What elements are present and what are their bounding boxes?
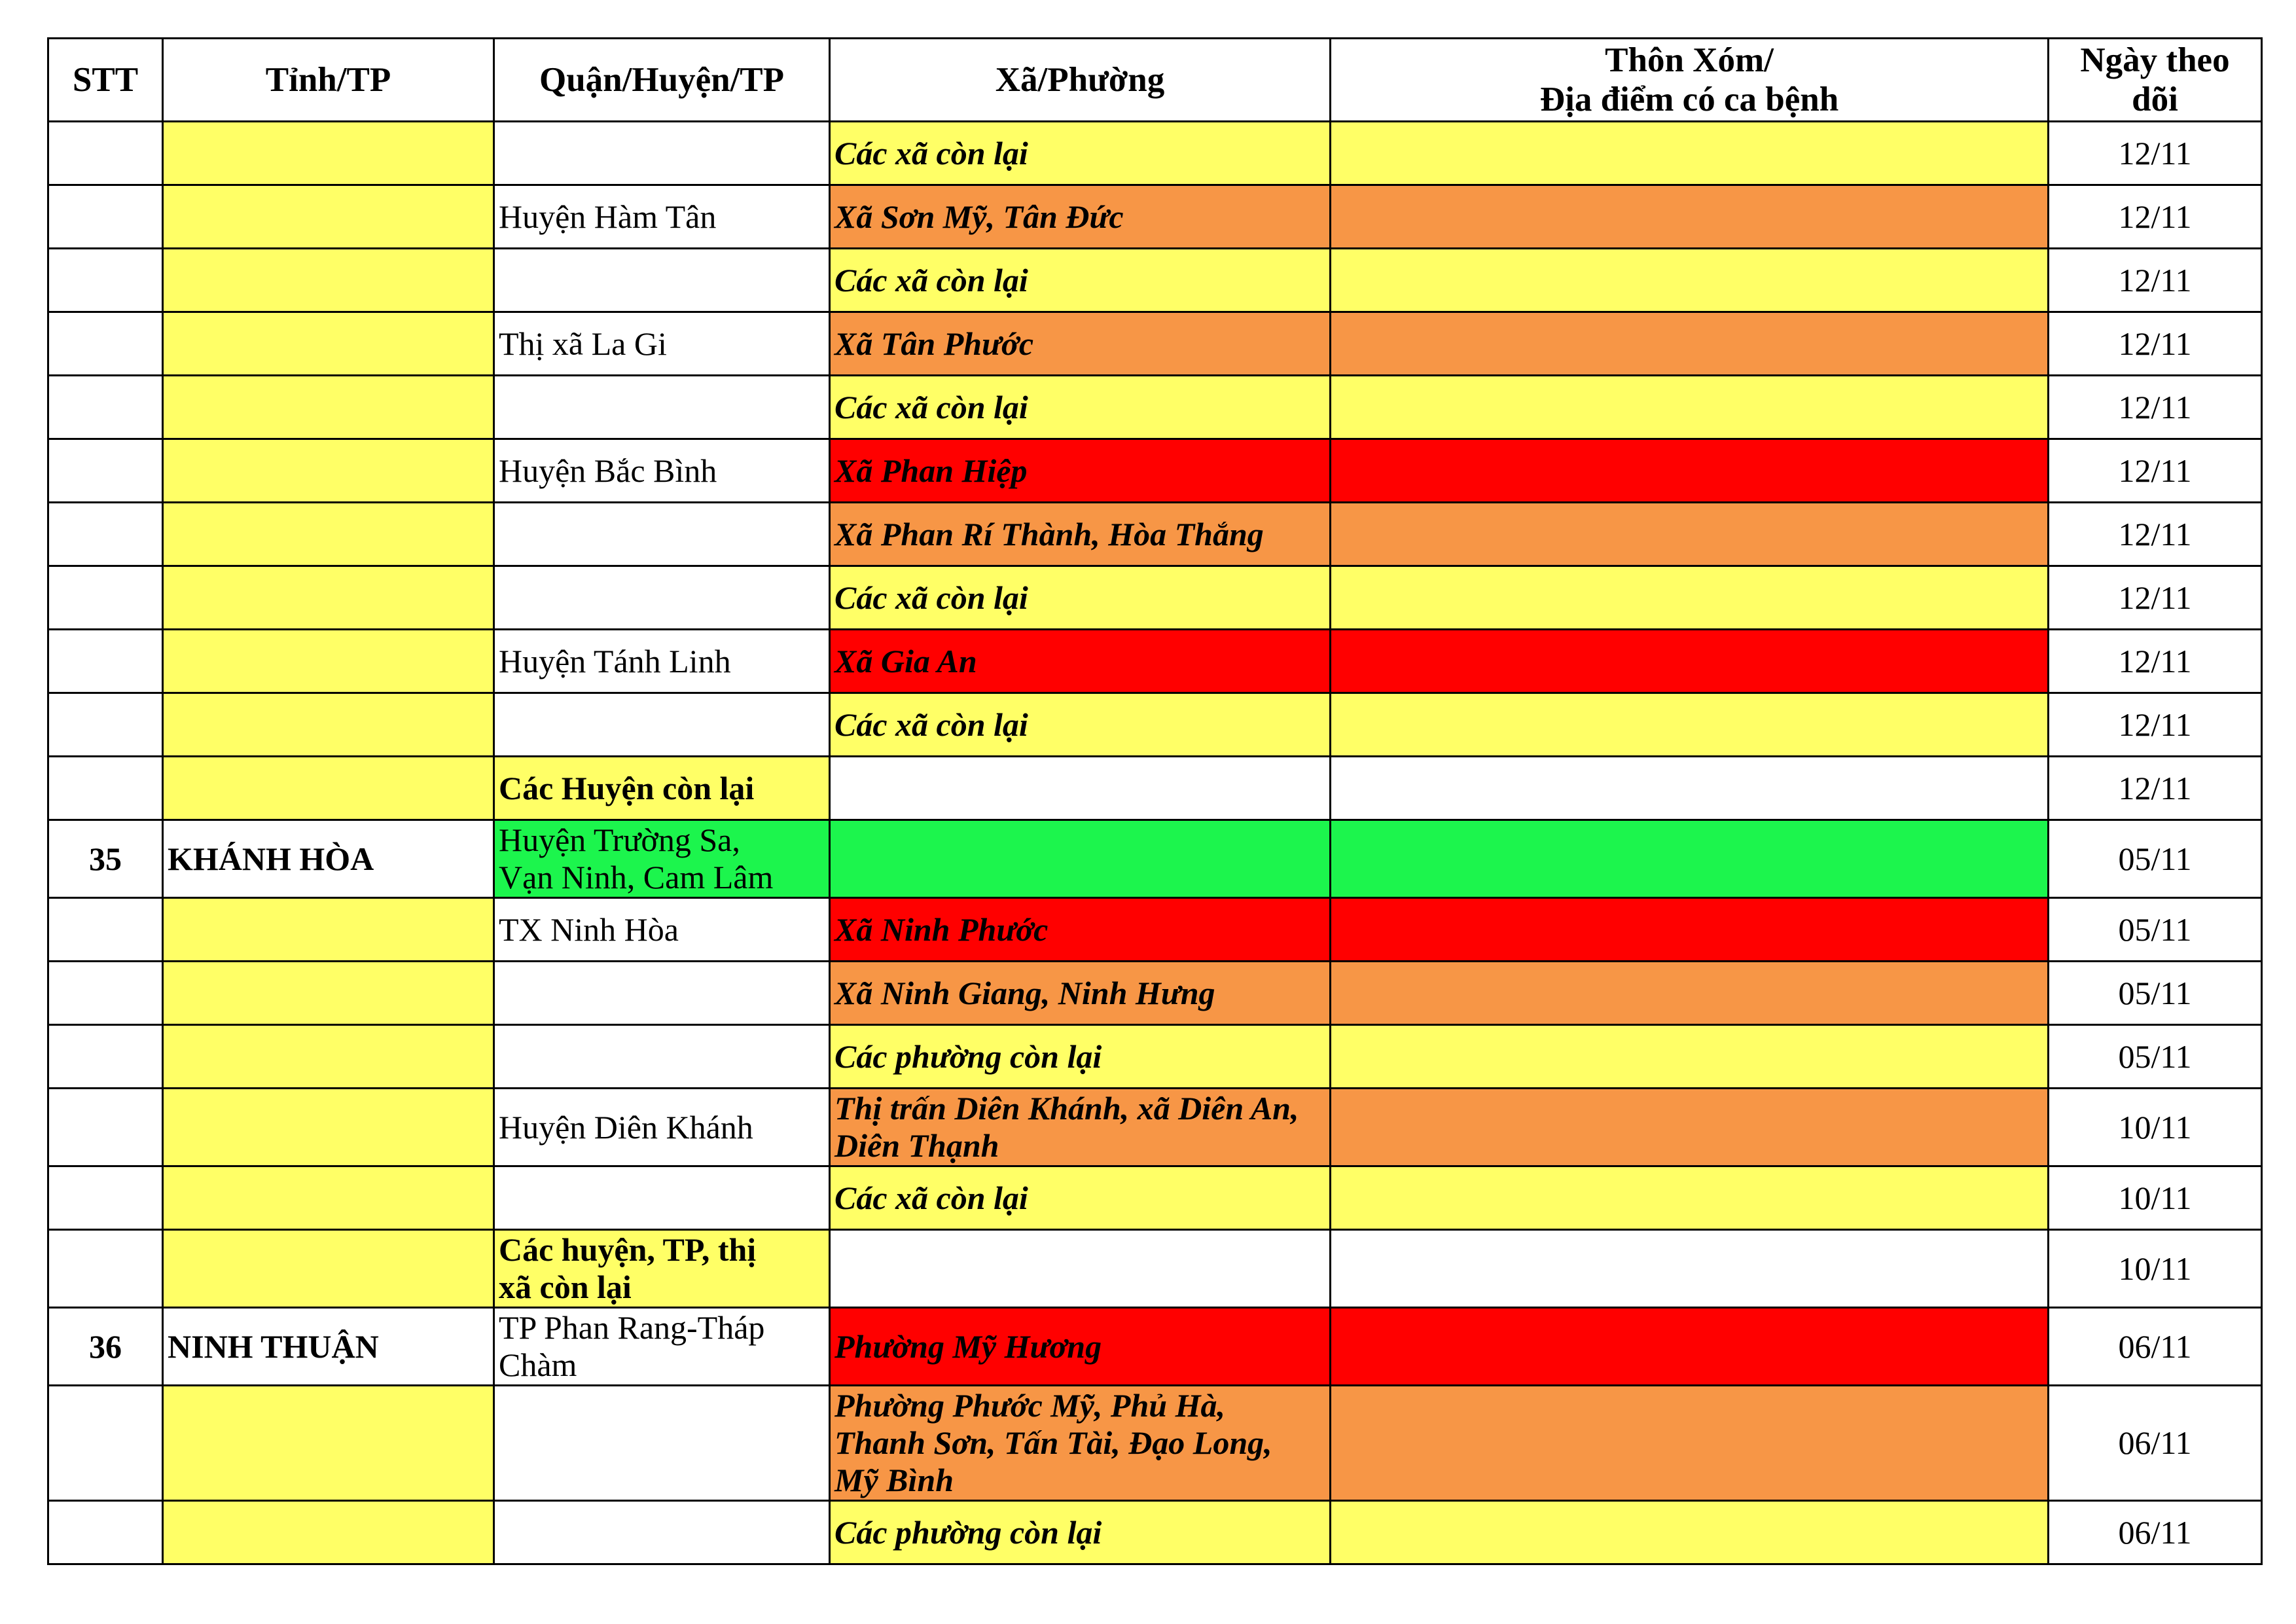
- hamlet-cell: [1331, 122, 2049, 185]
- stt-cell: [48, 312, 163, 376]
- table-row: [48, 1501, 2262, 1564]
- covid-risk-table: [47, 37, 2263, 1565]
- hamlet-cell: [1331, 503, 2049, 566]
- commune-cell: Các phường còn lại: [830, 1501, 1331, 1564]
- date-cell: 05/11: [2049, 962, 2262, 1025]
- date-cell: 05/11: [2049, 1025, 2262, 1089]
- province-cell: [163, 1025, 494, 1089]
- commune-cell: Các xã còn lại: [830, 566, 1331, 630]
- hamlet-cell: [1331, 1308, 2049, 1386]
- date-cell: 06/11: [2049, 1501, 2262, 1564]
- date-cell: 12/11: [2049, 376, 2262, 439]
- header-province: Tỉnh/TP: [163, 39, 494, 122]
- commune-cell: Các xã còn lại: [830, 1166, 1331, 1230]
- province-cell: [163, 503, 494, 566]
- province-cell: NINH THUẬN: [163, 1308, 494, 1386]
- stt-cell: [48, 1386, 163, 1501]
- province-cell: [163, 630, 494, 693]
- commune-cell: Xã Phan Rí Thành, Hòa Thắng: [830, 503, 1331, 566]
- province-cell: [163, 1230, 494, 1308]
- date-cell: 05/11: [2049, 820, 2262, 898]
- table-row: [48, 1166, 2262, 1230]
- district-cell: Huyện Hàm Tân: [494, 185, 830, 249]
- stt-cell: [48, 1025, 163, 1089]
- province-cell: [163, 1166, 494, 1230]
- stt-cell: [48, 1166, 163, 1230]
- hamlet-cell: [1331, 376, 2049, 439]
- date-cell: 12/11: [2049, 122, 2262, 185]
- stt-cell: [48, 503, 163, 566]
- district-cell: [494, 566, 830, 630]
- stt-cell: [48, 376, 163, 439]
- province-cell: [163, 1386, 494, 1501]
- table-row: [48, 1386, 2262, 1501]
- stt-cell: [48, 693, 163, 757]
- table-row: [48, 312, 2262, 376]
- province-cell: [163, 122, 494, 185]
- header-hamlet: Thôn Xóm/ Địa điểm có ca bệnh: [1331, 39, 2049, 122]
- commune-cell: Xã Phan Hiệp: [830, 439, 1331, 503]
- commune-cell: Thị trấn Diên Khánh, xã Diên An, Diên Thạnh: [830, 1089, 1331, 1166]
- header-row: [48, 39, 2262, 122]
- commune-cell: Xã Tân Phước: [830, 312, 1331, 376]
- stt-cell: 35: [48, 820, 163, 898]
- table-row: [48, 249, 2262, 312]
- province-cell: [163, 312, 494, 376]
- hamlet-cell: [1331, 439, 2049, 503]
- hamlet-cell: [1331, 630, 2049, 693]
- province-cell: [163, 566, 494, 630]
- table-row: [48, 820, 2262, 898]
- table-row: [48, 630, 2262, 693]
- district-cell: [494, 249, 830, 312]
- hamlet-cell: [1331, 566, 2049, 630]
- stt-cell: [48, 1501, 163, 1564]
- province-cell: [163, 898, 494, 962]
- date-cell: 10/11: [2049, 1089, 2262, 1166]
- date-cell: 10/11: [2049, 1230, 2262, 1308]
- hamlet-cell: [1331, 693, 2049, 757]
- stt-cell: [48, 249, 163, 312]
- district-cell: [494, 1386, 830, 1501]
- table-row: [48, 122, 2262, 185]
- province-cell: [163, 693, 494, 757]
- district-cell: Thị xã La Gi: [494, 312, 830, 376]
- commune-cell: Phường Phước Mỹ, Phủ Hà, Thanh Sơn, Tấn Tài, Đạo Long, Mỹ Bình: [830, 1386, 1331, 1501]
- district-cell: [494, 1166, 830, 1230]
- date-cell: 10/11: [2049, 1166, 2262, 1230]
- hamlet-cell: [1331, 1166, 2049, 1230]
- commune-cell: Các phường còn lại: [830, 1025, 1331, 1089]
- date-cell: 12/11: [2049, 566, 2262, 630]
- commune-cell: Xã Ninh Giang, Ninh Hưng: [830, 962, 1331, 1025]
- header-date: Ngày theo dõi: [2049, 39, 2262, 122]
- hamlet-cell: [1331, 1089, 2049, 1166]
- stt-cell: [48, 898, 163, 962]
- district-cell: Huyện Tánh Linh: [494, 630, 830, 693]
- commune-cell: Xã Gia An: [830, 630, 1331, 693]
- commune-cell: [830, 820, 1331, 898]
- table-row: [48, 757, 2262, 820]
- table-row: [48, 1308, 2262, 1386]
- stt-cell: 36: [48, 1308, 163, 1386]
- commune-cell: [830, 757, 1331, 820]
- stt-cell: [48, 962, 163, 1025]
- table-row: [48, 376, 2262, 439]
- commune-cell: Các xã còn lại: [830, 122, 1331, 185]
- hamlet-cell: [1331, 312, 2049, 376]
- date-cell: 12/11: [2049, 693, 2262, 757]
- district-cell: Huyện Diên Khánh: [494, 1089, 830, 1166]
- district-cell: Huyện Bắc Bình: [494, 439, 830, 503]
- table-row: [48, 1089, 2262, 1166]
- commune-cell: Xã Sơn Mỹ, Tân Đức: [830, 185, 1331, 249]
- stt-cell: [48, 1230, 163, 1308]
- header-commune: Xã/Phường: [830, 39, 1331, 122]
- district-cell: TX Ninh Hòa: [494, 898, 830, 962]
- hamlet-cell: [1331, 249, 2049, 312]
- district-cell: [494, 962, 830, 1025]
- stt-cell: [48, 1089, 163, 1166]
- stt-cell: [48, 122, 163, 185]
- district-cell: [494, 122, 830, 185]
- hamlet-cell: [1331, 962, 2049, 1025]
- district-cell: [494, 376, 830, 439]
- district-cell: Huyện Trường Sa, Vạn Ninh, Cam Lâm: [494, 820, 830, 898]
- hamlet-cell: [1331, 185, 2049, 249]
- table-body: [48, 122, 2262, 1564]
- date-cell: 12/11: [2049, 757, 2262, 820]
- commune-cell: Xã Ninh Phước: [830, 898, 1331, 962]
- date-cell: 12/11: [2049, 185, 2262, 249]
- date-cell: 12/11: [2049, 439, 2262, 503]
- header-district: Quận/Huyện/TP: [494, 39, 830, 122]
- province-cell: [163, 376, 494, 439]
- date-cell: 12/11: [2049, 249, 2262, 312]
- province-cell: [163, 439, 494, 503]
- table-row: [48, 439, 2262, 503]
- date-cell: 12/11: [2049, 312, 2262, 376]
- stt-cell: [48, 566, 163, 630]
- date-cell: 06/11: [2049, 1386, 2262, 1501]
- province-cell: [163, 962, 494, 1025]
- district-cell: [494, 503, 830, 566]
- hamlet-cell: [1331, 1386, 2049, 1501]
- hamlet-cell: [1331, 1230, 2049, 1308]
- hamlet-cell: [1331, 1501, 2049, 1564]
- province-cell: [163, 185, 494, 249]
- province-cell: KHÁNH HÒA: [163, 820, 494, 898]
- province-cell: [163, 1501, 494, 1564]
- district-cell: [494, 693, 830, 757]
- date-cell: 12/11: [2049, 503, 2262, 566]
- hamlet-cell: [1331, 820, 2049, 898]
- table-row: [48, 693, 2262, 757]
- table-row: [48, 185, 2262, 249]
- province-cell: [163, 1089, 494, 1166]
- district-cell: Các Huyện còn lại: [494, 757, 830, 820]
- table-row: [48, 1025, 2262, 1089]
- stt-cell: [48, 630, 163, 693]
- hamlet-cell: [1331, 898, 2049, 962]
- date-cell: 12/11: [2049, 630, 2262, 693]
- header-stt: STT: [48, 39, 163, 122]
- table-row: [48, 566, 2262, 630]
- commune-cell: Phường Mỹ Hương: [830, 1308, 1331, 1386]
- hamlet-cell: [1331, 757, 2049, 820]
- table-header: [48, 39, 2262, 122]
- table-row: [48, 898, 2262, 962]
- commune-cell: Các xã còn lại: [830, 376, 1331, 439]
- date-cell: 06/11: [2049, 1308, 2262, 1386]
- stt-cell: [48, 757, 163, 820]
- hamlet-cell: [1331, 1025, 2049, 1089]
- table-row: [48, 503, 2262, 566]
- table-row: [48, 962, 2262, 1025]
- stt-cell: [48, 439, 163, 503]
- commune-cell: Các xã còn lại: [830, 249, 1331, 312]
- province-cell: [163, 757, 494, 820]
- stt-cell: [48, 185, 163, 249]
- commune-cell: [830, 1230, 1331, 1308]
- province-cell: [163, 249, 494, 312]
- district-cell: TP Phan Rang-Tháp Chàm: [494, 1308, 830, 1386]
- table-row: [48, 1230, 2262, 1308]
- district-cell: [494, 1501, 830, 1564]
- commune-cell: Các xã còn lại: [830, 693, 1331, 757]
- date-cell: 05/11: [2049, 898, 2262, 962]
- district-cell: Các huyện, TP, thị xã còn lại: [494, 1230, 830, 1308]
- district-cell: [494, 1025, 830, 1089]
